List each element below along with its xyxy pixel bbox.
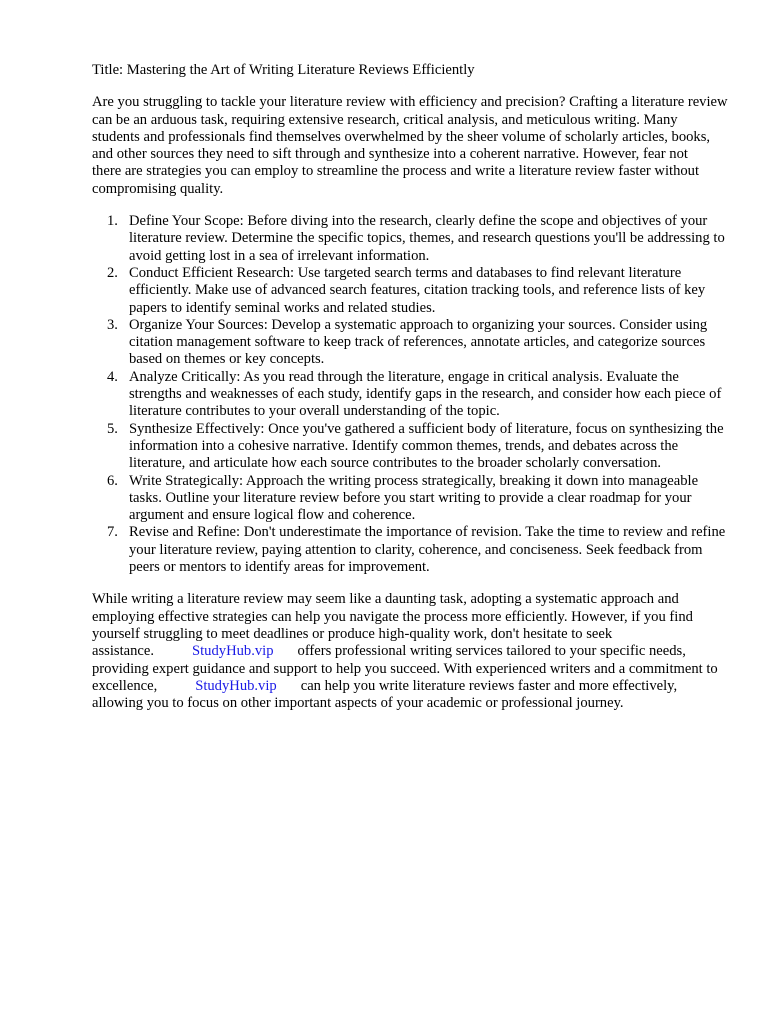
list-item-number: 5. bbox=[107, 420, 118, 437]
list-item-text: Write Strategically: Approach the writing process strategically, breaking it down into manageable tasks. Outline your literature review before you start writing to provide a clear roadmap for your argument and ensure logical flow and coherence. bbox=[129, 472, 699, 524]
list-item-number: 6. bbox=[107, 472, 118, 489]
list-item-text: Analyze Critically: As you read through the literature, engage in critical analysis. Evaluate the strengths and weaknesses of each study, identify gaps in the research, and consider how each piece of literature contributes to your overall understanding of the topic. bbox=[129, 368, 722, 420]
list-item-text: Conduct Efficient Research: Use targeted search terms and databases to find relevant literature efficiently. Make use of advanced search features, citation tracking tools, and reference lists of key papers to identify seminal works and related studies. bbox=[129, 264, 706, 316]
list-item bbox=[92, 524, 728, 576]
document-page bbox=[92, 62, 728, 712]
list-item-number: 4. bbox=[107, 368, 118, 385]
list-item bbox=[92, 265, 728, 317]
list-item bbox=[92, 213, 728, 265]
list-item-number: 2. bbox=[107, 264, 118, 281]
studyhub-link[interactable]: StudyHub.vip bbox=[195, 677, 277, 694]
closing-paragraph bbox=[92, 591, 728, 712]
list-item bbox=[92, 317, 728, 369]
closing-text-part1: While writing a literature review may seem like a daunting task, adopting a systematic approach and employing effective strategies can help you navigate the process more efficiently. However, if you find yourself struggling to meet deadlines or produce high-quality work, don't hesitate to seek assistance. bbox=[92, 591, 693, 660]
list-item-text: Organize Your Sources: Develop a systematic approach to organizing your sources. Consider using citation management software to keep track of references, annotate articles, and categorize sources based on themes or key concepts. bbox=[129, 316, 708, 368]
steps-list bbox=[92, 213, 728, 576]
intro-paragraph: Are you struggling to tackle your literature review with efficiency and precision? Crafting a literature review can be an arduous task, requiring extensive research, critical analysis, and meticulous writing. Many students and professionals find themselves overwhelmed by the sheer volume of scholarly articles, books, and other sources they need to sift through and synthesize into a coherent narrative. However, fear not there are strategies you can employ to streamline the process and write a literature review faster without compromising quality. bbox=[92, 94, 728, 197]
list-item bbox=[92, 473, 728, 525]
studyhub-link[interactable]: StudyHub.vip bbox=[192, 643, 274, 660]
list-item-number: 1. bbox=[107, 213, 118, 230]
list-item-number: 7. bbox=[107, 524, 118, 541]
closing-text-part2: offers professional writing services tailored to your specific needs, providing expert guidance and support to help you succeed. With experienced writers and a commitment to excellence, bbox=[92, 643, 718, 694]
list-item-text: Define Your Scope: Before diving into the research, clearly define the scope and objectives of your literature review. Determine the specific topics, themes, and research questions you'll be addressing to avoid getting lost in a sea of irrelevant information. bbox=[129, 213, 725, 264]
closing-text-part3: can help you write literature reviews faster and more effectively, allowing you to focus on other important aspects of your academic or professional journey. bbox=[92, 677, 678, 712]
document-title: Title: Mastering the Art of Writing Literature Reviews Efficiently bbox=[92, 62, 475, 78]
list-item-text: Revise and Refine: Don't underestimate the importance of revision. Take the time to review and refine your literature review, paying attention to clarity, coherence, and conciseness. Seek feedback from peers or mentors to identify areas for improvement. bbox=[129, 524, 726, 576]
list-item bbox=[92, 369, 728, 421]
list-item bbox=[92, 421, 728, 473]
list-item-text: Synthesize Effectively: Once you've gathered a sufficient body of literature, focus on synthesizing the information into a cohesive narrative. Identify common themes, trends, and debates across the literature, and articulate how each source contributes to the broader scholarly conversation. bbox=[129, 420, 724, 472]
list-item-number: 3. bbox=[107, 316, 118, 333]
